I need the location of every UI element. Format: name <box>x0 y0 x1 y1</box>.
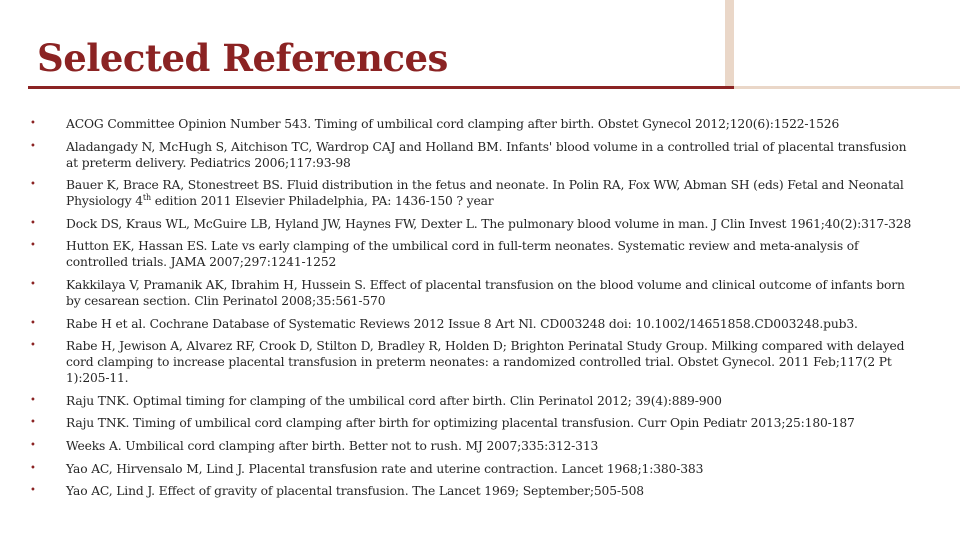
reference-text: Rabe H, Jewison A, Alvarez RF, Crook D, Stilton D, Bradley R, Holden D; Brighton Perinatal Study Group. Milking compared with delayed cord clamping to increase placental transfusion in preterm neonates: a randomized controlled trial. Obstet Gynecol. 2011 Feb;117(2 Pt 1):205-11. <box>66 339 905 386</box>
reference-item <box>30 438 920 454</box>
reference-item <box>30 139 920 171</box>
bullet-icon: • <box>30 417 36 429</box>
reference-text: Aladangady N, McHugh S, Aitchison TC, Wardrop CAJ and Holland BM. Infants' blood volume in a controlled trial of placental transfusion at preterm delivery. Pediatrics 2006;117:93-98 <box>66 139 907 170</box>
bullet-icon: • <box>30 179 36 191</box>
reference-item <box>30 393 920 409</box>
bullet-icon: • <box>30 340 36 352</box>
reference-text: Yao AC, Lind J. Effect of gravity of placental transfusion. The Lancet 1969; September;505-508 <box>66 484 644 499</box>
reference-text: Raju TNK. Timing of umbilical cord clamping after birth for optimizing placental transfusion. Curr Opin Pediatr 2013;25:180-187 <box>66 416 855 431</box>
reference-item <box>30 461 920 477</box>
reference-item <box>30 116 920 132</box>
bullet-icon: • <box>30 462 36 474</box>
bullet-icon: • <box>30 240 36 252</box>
title-underline-light <box>734 86 960 89</box>
reference-item <box>30 415 920 431</box>
reference-text: Raju TNK. Optimal timing for clamping of the umbilical cord after birth. Clin Perinatol 2012; 39(4):889-900 <box>66 393 722 408</box>
bullet-icon: • <box>30 217 36 229</box>
reference-item <box>30 216 920 232</box>
reference-text: Dock DS, Kraus WL, McGuire LB, Hyland JW, Haynes FW, Dexter L. The pulmonary blood volume in man. J Clin Invest 1961;40(2):317-328 <box>66 216 912 231</box>
bullet-icon: • <box>30 317 36 329</box>
reference-item <box>30 238 920 270</box>
reference-item <box>30 316 920 332</box>
reference-text: Weeks A. Umbilical cord clamping after birth. Better not to rush. MJ 2007;335:312-313 <box>66 438 599 453</box>
reference-text: Kakkilaya V, Pramanik AK, Ibrahim H, Hussein S. Effect of placental transfusion on the blood volume and clinical outcome of infants born by cesarean section. Clin Perinatol 2008;35:561-570 <box>66 277 905 308</box>
reference-item <box>30 277 920 309</box>
bullet-icon: • <box>30 439 36 451</box>
bullet-icon: • <box>30 140 36 152</box>
bullet-icon: • <box>30 485 36 497</box>
slide-title: Selected References <box>37 36 448 80</box>
reference-text: ACOG Committee Opinion Number 543. Timing of umbilical cord clamping after birth. Obstet Gynecol 2012;120(6):1522-1526 <box>66 117 840 131</box>
reference-list <box>30 116 920 506</box>
reference-text: Rabe H et al. Cochrane Database of Systematic Reviews 2012 Issue 8 Art Nl. CD003248 doi: 10.1002/14651858.CD003248.pub3. <box>66 316 858 331</box>
reference-item <box>30 338 920 386</box>
reference-item <box>30 177 920 209</box>
reference-text: Yao AC, Hirvensalo M, Lind J. Placental transfusion rate and uterine contraction. Lancet 1968;1:380-383 <box>66 461 704 476</box>
bullet-icon: • <box>30 278 36 290</box>
bullet-icon: • <box>30 118 36 129</box>
reference-text: Hutton EK, Hassan ES. Late vs early clamping of the umbilical cord in full-term neonates. Systematic review and meta-analysis of controlled trials. JAMA 2007;297:1241-1252 <box>66 239 859 270</box>
bullet-icon: • <box>30 394 36 406</box>
reference-text: Bauer K, Brace RA, Stonestreet BS. Fluid distribution in the fetus and neonate. In Polin RA, Fox WW, Abman SH (eds) Fetal and Neonatal Physiology 4th edition 2011 Elsevier Philadelphia, PA: 1436-150 ? year <box>66 178 904 209</box>
reference-item <box>30 483 920 499</box>
decorative-corner-bar <box>725 0 734 89</box>
title-underline <box>28 86 734 89</box>
